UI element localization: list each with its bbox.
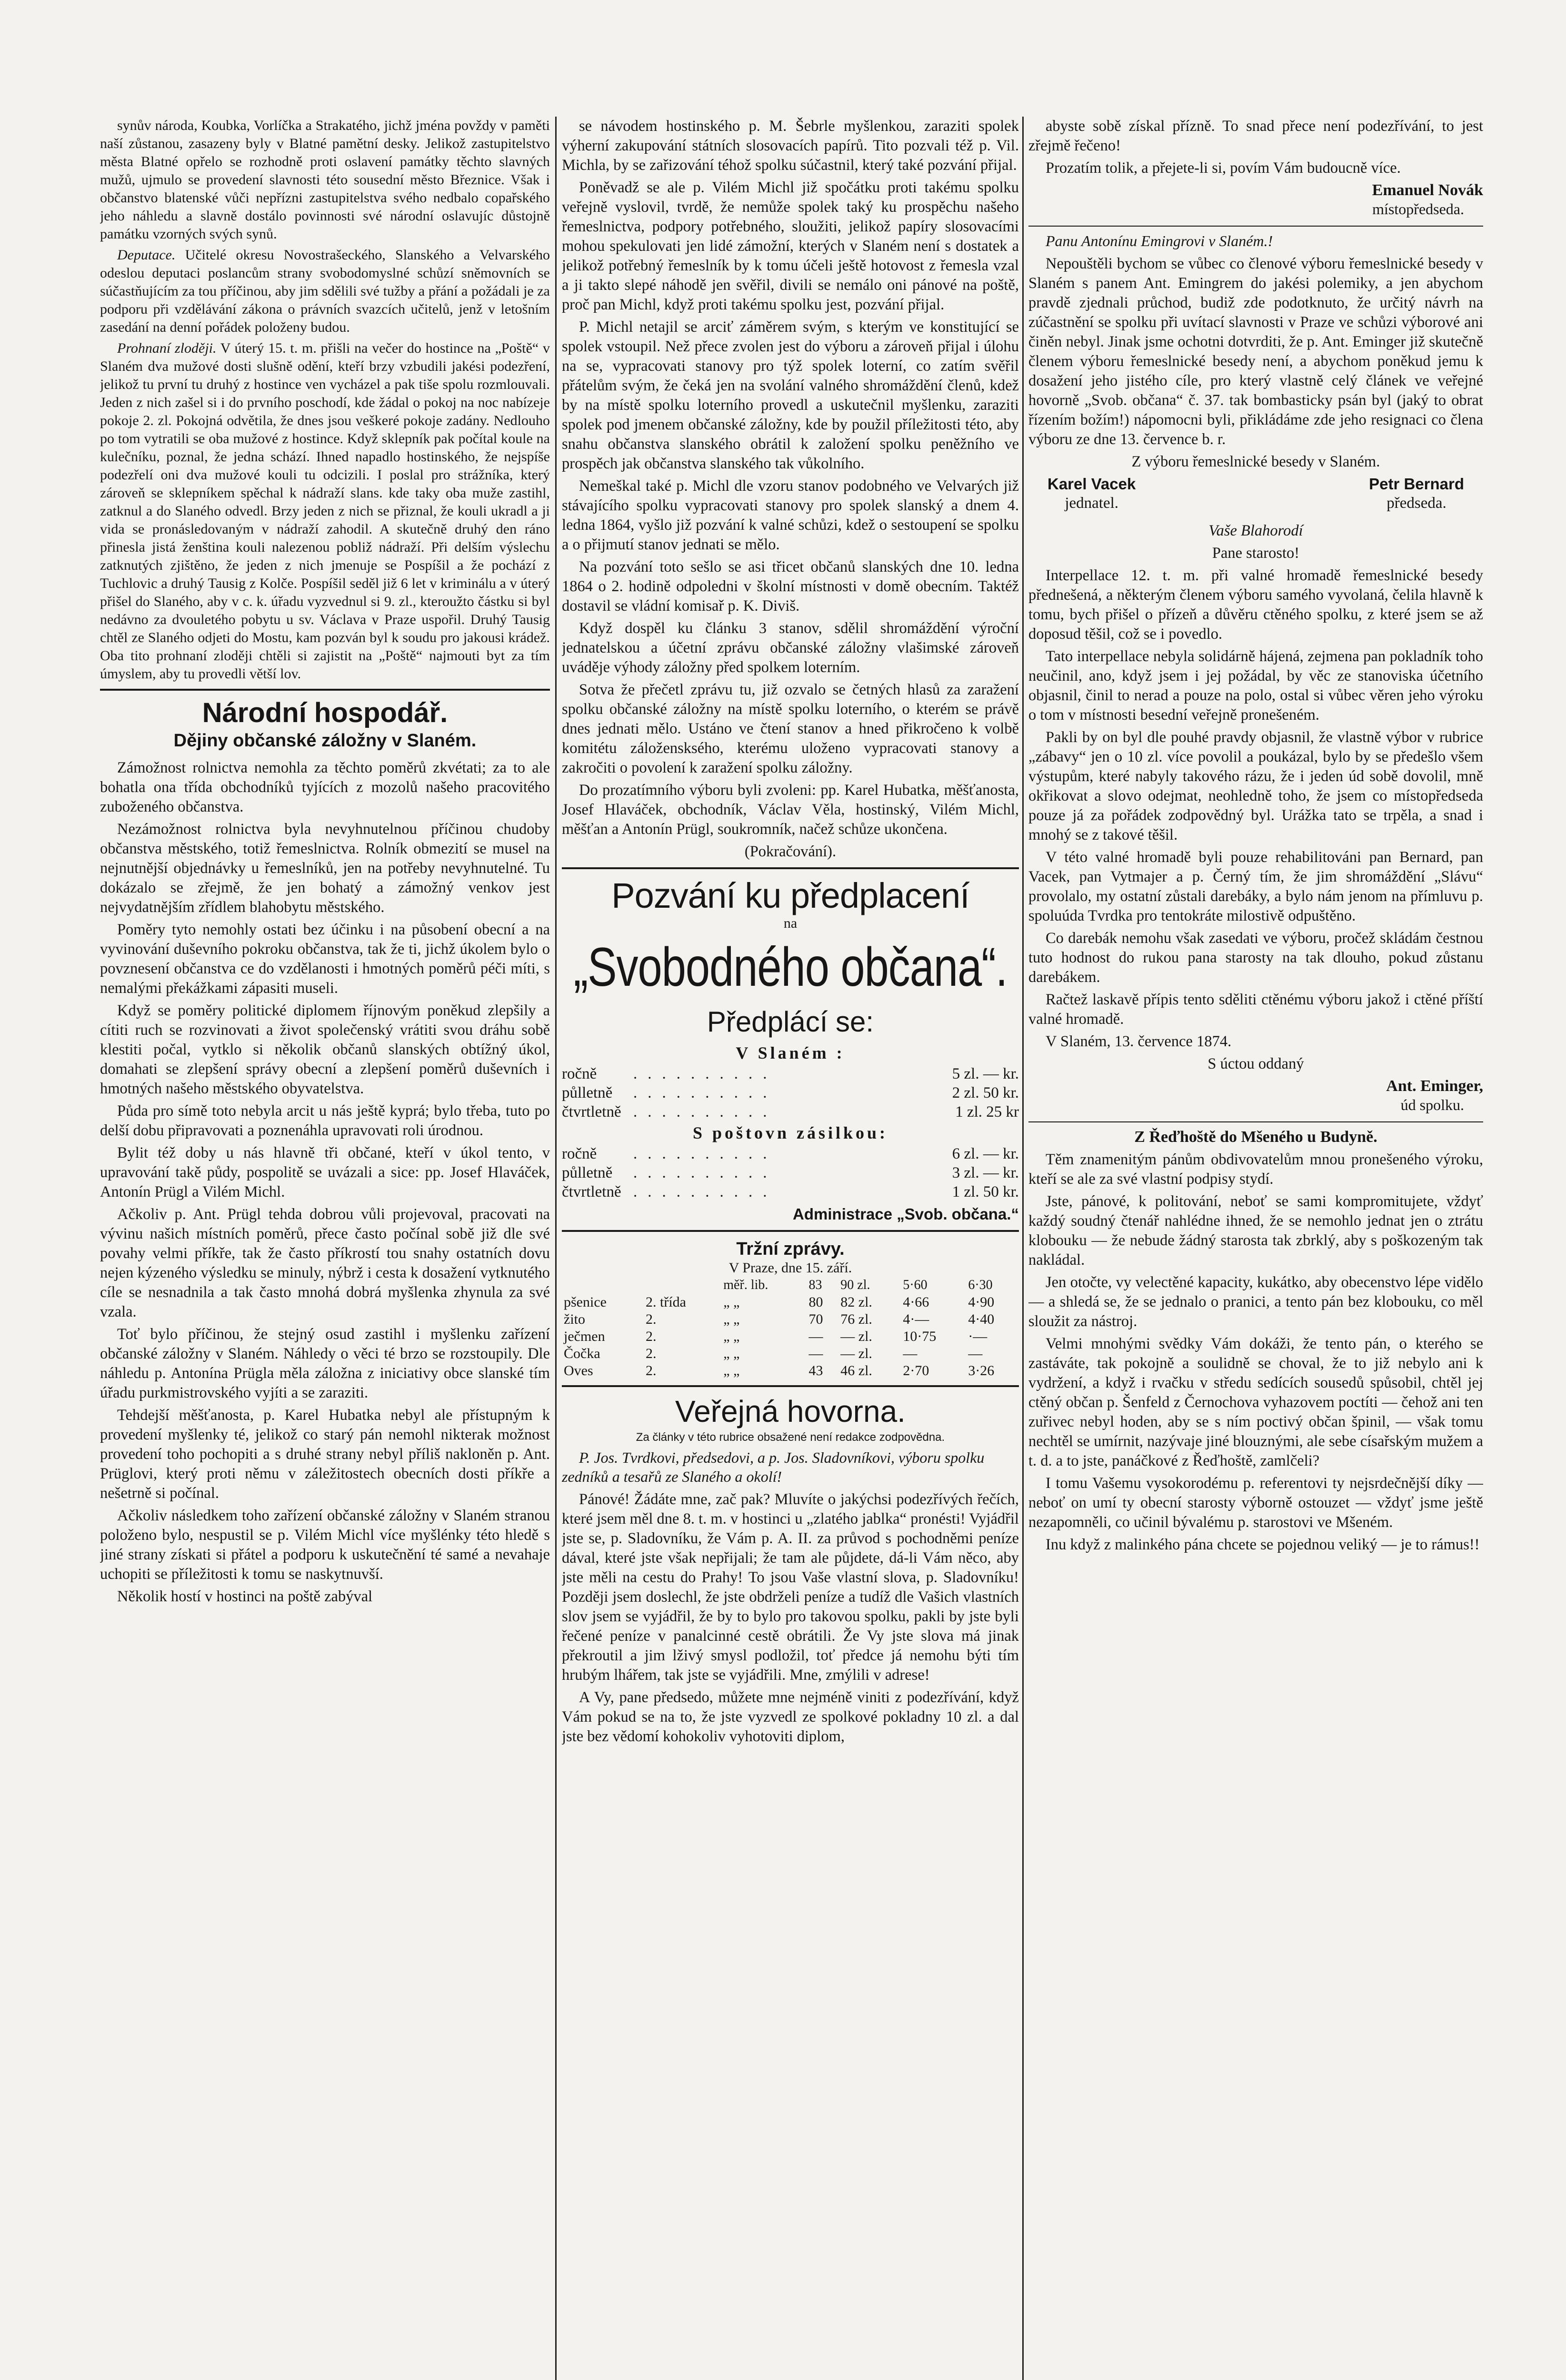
- article-paragraph: abyste sobě získal přízně. To snad přece není podezřívání, to jest zřejmě řečeno!: [1028, 118, 1483, 154]
- article-paragraph: Nepouštěli bychom se vůbec co členové výboru řemeslnické besedy v Slaném s panem Ant. Emingrem do jakési polemiky, a jen abychom pravdě zjednali průchod, budiž zde podotknuto, že určitý návrh na zúčastnění se spolku při uvítací slavnosti v Praze ve schůzi výborové ani činěn nebyl. Jinak jsme ochotni dotvrditi, že p. Ant. Eminger již skutečně členem výboru řemeslnické besedy není, a abychom poněkud jemu k dosažení jeho jistého cíle, pro který vlastně celý článek ve veřejné hovorně „Svob. občana“ č. 37. tak bombasticky psán byl (jaký to obrat řízením božím!) nápomocni byli, přikládáme zde jeho resignaci co člena výboru ze dne 13. července b. r.: [1028, 255, 1483, 448]
- market-cell: —: [968, 1346, 983, 1361]
- divider: [1028, 1121, 1483, 1122]
- article-body: V úterý 15. t. m. přišli na večer do hostince na „Poště“ v Slaném dva mužové dosti slušně odění, kteří brzy vzbudili jakési podezření, jelikož tu první tu druhý z hostince ven vycházel a pak tiše spolu rozmlouvali. Jeden z nich zašel si i do prvního poschodí, kde žádal o pokoj na noc nabízeje pokoje 2. zl. Pokojná odvětila, že dnes jsou veškeré pokoje zadány. Nedlouho po tom vytratili se oba mužové z hostince. Když sklepník pak počítal koule na kulečníku, poznal, že jedna schází. Ihned napadlo hostinského, že nejspíše podezřelí oni dva mužové kouli tu odcizili. I poslal pro strážníka, který zároveň se sklepníkem spěchal k nádraží slans. kde taky oba muže zastihl, zatknul a do Slaného odvedl. Brzy jeden z nich se přiznal, že kouli ukradl a ji vida se pronásledovaným v nádraží zahodil. A skutečně druhý den ráno přinesla jistá ženština kouli nalezenou pobliž nádraží. Při delším výslechu zatknutých zjištěno, že jeden z nich jmenuje se Pospíšil a že pochází z Tuchlovic a druhý Tausig z Kolče. Pospíšil seděl již 6 let v kriminálu a v úterý přišel do Slaného, aby v c. k. úřadu vyzvednul si 9. zl., kteroužto částku si byl nedávno za dvouletého pobytu u sv. Václava v Praze uspořil. Druhý Tausig chtěl ze Slaného odjeti do Mostu, kam pozván byl k soudu pro jakousi krádež. Oba tito prohnaní zloději chtěli si zajistit na „Poště“ najmouti byt za tím úmyslem, aby tu provedli větší lov.: [100, 340, 550, 682]
- article-paragraph: Jste, pánové, k politování, neboť se sami kompromitujete, vždyť každý soudný čtenář nahlédne ihned, že se nemohlo jednat jen o ztrátu klobouku — že nebude žádný starosta tak zbrklý, aby s poškozeným tak nakládal.: [1028, 1193, 1483, 1269]
- article-paragraph: Když se poměry politické diplomem říjnovým poněkud zlepšily a cítiti ruch se rozvinovati a život společenský vrátiti svou dráhu sobě klestiti počal, vytklo si několik občanů slanských obtížný úkol, domahati se zlepšení správy obecní a zlepšení poměrů duševních i hmotných našeho městského obyvatelstva.: [100, 1002, 550, 1097]
- market-cell: pšenice: [564, 1294, 607, 1310]
- article-paragraph: Tato interpellace nebyla solidárně hájená, zejmena pan pokladník toho neučinil, ano, když jsem i jej požádal, by věc ze stanoviska účetního objasnil, činil to nerad a pouze na polo, ostal si vůbec věren jeho výroku o tom v místnosti besední veřejně pronešeném.: [1028, 648, 1483, 724]
- market-title: Tržní zprávy.: [736, 1239, 845, 1259]
- market-cell: [562, 1277, 644, 1294]
- market-cell: „ „: [723, 1363, 740, 1378]
- article-paragraph: Nezámožnost rolnictva byla nevyhnutelnou příčinou chudoby občanstva městského, totiž řemeslnictva. Rolník obmezití se musel na nejnutnější objednávky u řemeslníků, jen na potřeby nevyhnutelné. Tu dokázalo se zřejmě, že jen bohatý a zámožný venkov jest nejvydatnějším zřídlem blahobytu městského.: [100, 821, 550, 916]
- divider: [1028, 226, 1483, 227]
- article-paragraph: Poměry tyto nemohly ostati bez účinku i na působení obecní a na vyvinování duševního pokroku občanstva, tak že ti, jichž úkolem bylo o povznesení občanstva ce do vzdělanosti i hmotných poměrů péči míti, s nemalými překážkami zápasiti museli.: [100, 921, 550, 997]
- ad-where-post: S poštovn zásilkou:: [692, 1123, 888, 1142]
- price-dots: ..........: [633, 1145, 778, 1162]
- market-cell: Oves: [564, 1363, 593, 1378]
- section-divider: [100, 689, 550, 691]
- letter-addressee: Panu Antonínu Emingrovi v Slaném.!: [1046, 232, 1273, 249]
- article-paragraph: Ačkoliv následkem toho zařízení občanské záložny v Slaném stranou položeno bylo, nespustil se p. Vilém Michl více myšlénky této hledě s jiné strany získati si přátel a podporu k uskutečnění té samé a nevahaje uchopiti se příležitosti k tomu se naskytnuvší.: [100, 1507, 550, 1583]
- market-cell: 90 zl.: [840, 1278, 870, 1292]
- market-cell: —: [808, 1329, 823, 1344]
- market-cell: „ „: [723, 1311, 740, 1327]
- price-value: 3 zl. — kr.: [952, 1164, 1019, 1181]
- price-value: 6 zl. — kr.: [952, 1145, 1019, 1162]
- market-subtitle: V Praze, dne 15. září.: [728, 1260, 852, 1276]
- article-paragraph: Interpellace 12. t. m. při valné hromadě řemeslnické besedy přednešená, a některým členem výboru samého vyvolaná, čelila hlavně k tomu, bych přišel o přízeň a důvěru ctěného spolku, z které jsem se až doposud těšil, což se i povedlo.: [1028, 567, 1483, 643]
- market-cell: —: [808, 1346, 823, 1361]
- price-row: [562, 1163, 1019, 1182]
- ad-paper-name: „Svobodného občana“.: [573, 937, 1007, 998]
- forum-title: Veřejná hovorna.: [675, 1394, 906, 1428]
- column-3: [1028, 117, 1483, 2380]
- article-lead: Deputace.: [117, 247, 176, 263]
- price-label: půlletně: [562, 1084, 613, 1101]
- signature-name: Ant. Eminger,: [1386, 1077, 1483, 1095]
- article-body: Učitelé okresu Novostrašeckého, Slanského a Velvarského odeslou deputaci poslancům strany svobodomyslné schůzí sněmovních se súčastňujícím za tou příčinou, aby jim sdělili své tužby a přání a požádali je za podporu při vzdělávání zákona o právních svazcích učitelů, jenž v letošním zasedání na denní pořádek položeny budou.: [100, 247, 550, 335]
- market-cell: 43: [808, 1363, 823, 1378]
- column-1: [100, 117, 550, 2380]
- article-paragraph: Na pozvání toto sešlo se asi třicet občanů slanských dne 10. ledna 1864 o 2. hodině odpoledni v školní místnosti v domě obecním. Taktéž dostavil se vládní komisař p. K. Diviš.: [562, 558, 1019, 615]
- ad-title: Pozvání ku předplacení: [611, 876, 969, 915]
- article-paragraph: Jen otočte, vy velectěné kapacity, kukátko, aby obecenstvo lépe vidělo — a shledá se, že se jednalo o pranici, a tento pán bez klobouku, co měl sloužit za nástroj.: [1028, 1274, 1483, 1330]
- ad-where-local: V Slaném :: [736, 1043, 845, 1062]
- market-cell: „ „: [723, 1346, 740, 1361]
- article-paragraph: Bylit též doby u nás hlavně tři občané, kteří v úkol tento, v upravování takě půdy, pospolitě se uvázali a sice: pp. Josef Hlaváček, Antonín Prügl a Vilém Michl.: [100, 1144, 550, 1200]
- market-row: [562, 1345, 1019, 1362]
- price-row: [562, 1144, 1019, 1163]
- market-cell: [644, 1277, 721, 1294]
- letter-date: V Slaném, 13. července 1874.: [1046, 1033, 1232, 1050]
- market-cell: — zl.: [840, 1329, 872, 1344]
- letter-addressee: Vaše Blahorodí: [1208, 522, 1303, 539]
- article-paragraph: P. Michl netajil se arciť záměrem svým, s kterým ve konstitující se spolek vstoupil. Než přece zvolen jest do výboru a zároveň přijal i úlohu na se, vypracovati stanovy pro týž spolek loterní, co zatím svěřil přátelům svým, že čeká jen na svolání valného shromáždění členů, kdež by na místě spolku loterního provedl a uskutečnil myšlenku, zaraziti spolek pod jmenem občanské záložny, kde by použil příležitosti této, aby snahu občanstva slanského obrátil k založení spolku peněžního ve prospěch jak občanstva slanského tak vůkolního.: [562, 318, 1019, 472]
- signature-name: Emanuel Novák: [1372, 181, 1483, 199]
- market-header-row: [562, 1277, 1019, 1294]
- price-label: čtvrtletně: [562, 1103, 621, 1121]
- market-cell: 2.: [646, 1311, 657, 1327]
- subscription-ad: [562, 876, 1019, 1224]
- price-label: ročně: [562, 1065, 597, 1082]
- price-value: 2 zl. 50 kr.: [952, 1084, 1019, 1101]
- price-row: [562, 1102, 1019, 1121]
- market-row: [562, 1294, 1019, 1311]
- price-label: čtvrtletně: [562, 1183, 621, 1200]
- article-text: synův národa, Koubka, Vorlíčka a Strakatého, jichž jména povždy v paměti naší zůstanou, zasazeny byly v Blatné pamětní desky. Jelikož zastupitelstvo města Blatné opřelo se rozhodně proti oslavení památky těchto slavných mužů, ujmulo se provedení slavnosti této sousední město Březnice. Však i občanstvo blatenské vůči nepřízni zastupitelstva svého nedbalo copařského jeho náhledu a slavně dostálo povinnosti své národní oslavujíc důstojně památku vzorných svých synů.: [100, 118, 550, 242]
- market-cell: — zl.: [840, 1346, 872, 1361]
- price-label: ročně: [562, 1145, 597, 1162]
- article-paragraph: Račtež laskavě přípis tento sděliti ctěnému výboru jakož i ctěné příští valné hromadě.: [1028, 991, 1483, 1028]
- article-paragraph: Půda pro símě toto nebyla arcit u nás ještě kyprá; bylo třeba, tuto po delší dobu připravovati a poznenáhla upravovati roli úrodnou.: [100, 1102, 550, 1139]
- price-row: [562, 1064, 1019, 1083]
- market-cell: 46 zl.: [840, 1363, 872, 1378]
- forum-disclaimer: Za články v této rubrice obsažené není redakce zodpovědna.: [636, 1431, 945, 1444]
- article-paragraph: Co darebák nemohu však zasedati ve výboru, pročež skládám čestnou tuto hodnost do rukou pana starosty na tak dlouho, pokud zůstanu darebákem.: [1028, 930, 1483, 986]
- ad-subscribe-heading: Předplácí se:: [707, 1006, 874, 1038]
- article-paragraph: Inu když z malinkého pána chcete se pojednou veliký — je to rámus!!: [1046, 1536, 1480, 1553]
- article-heading: Z Řeďhoště do Mšeného u Budyně.: [1134, 1128, 1377, 1146]
- market-cell: 5·60: [903, 1278, 928, 1292]
- market-cell: 2. třída: [646, 1294, 686, 1310]
- column-rule-right: [1022, 117, 1024, 2380]
- price-dots: ..........: [633, 1183, 778, 1200]
- article-paragraph: Z výboru řemeslnické besedy v Slaném.: [1131, 453, 1380, 470]
- market-cell: 4·40: [968, 1311, 995, 1327]
- article-paragraph: A Vy, pane předsedo, můžete mne nejméně viniti z podezřívání, když Vám pokud se na to, že jste vyzvedl ze spolkové pokladny 10 zl. a dal jste bez vědomí kohokoliv vyhotoviti diplom,: [562, 1689, 1019, 1745]
- article-paragraph: Těm znamenitým pánům obdivovatelům mnou pronešeného výroku, kteří se ale za své vlastní podpisy stydí.: [1028, 1151, 1483, 1188]
- market-cell: 4·—: [903, 1311, 929, 1327]
- forum-addressee: P. Jos. Tvrdkovi, předsedovi, a p. Jos. Sladovníkovi, výboru spolku zedníků a tesařů ze Slaného a okolí!: [562, 1449, 985, 1485]
- signature-right: [1369, 475, 1464, 513]
- market-row: [562, 1362, 1019, 1379]
- market-cell: Čočka: [564, 1346, 600, 1361]
- continuation-note: (Pokračování).: [744, 843, 837, 860]
- section-divider: [562, 867, 1019, 869]
- market-cell: „ „: [723, 1329, 740, 1344]
- article-paragraph: I tomu Vašemu vysokorodému p. referentovi ty nejsrdečnější díky — neboť on umí ty obecní starosty výborně ostouzet — vždyť jsme ještě nezapomněli, co učinil bývalému p. starostovi ve Mšeném.: [1028, 1475, 1483, 1531]
- market-cell: 4·66: [903, 1294, 929, 1310]
- article-paragraph: Několik hostí v hostinci na poště zabýval: [117, 1588, 373, 1605]
- market-cell: 6·30: [968, 1278, 993, 1292]
- market-cell: 70: [808, 1311, 823, 1327]
- signature-role: jednatel.: [1065, 495, 1119, 512]
- article-paragraph: se návodem hostinského p. M. Šebrle myšlenkou, zaraziti spolek výherní zakupování státních slosovacích papírů. Tito pozvali též p. Vil. Michla, by se zařizování téhož spolku súčastnil, který také pozvání přijal.: [562, 118, 1019, 174]
- column-rule-left: [555, 117, 557, 2380]
- article-paragraph: Tehdejší měšťanosta, p. Karel Hubatka nebyl ale přístupným k provedení myšlenky té, jelikož co starý pán nemohl nikterak možnost provedení toho pochopiti a s druhé strany nebyl příliš nakloněn p. Ant. Prüglovi, který proti němu v záležitostech obecních dosti příkře a nešetrně si počínal.: [100, 1407, 550, 1502]
- market-row: [562, 1311, 1019, 1328]
- price-dots: ..........: [633, 1164, 778, 1181]
- section-title: Národní hospodář.: [202, 697, 448, 728]
- signature-role: místopředseda.: [1372, 200, 1464, 218]
- article-paragraph: Do prozatímního výboru byli zvoleni: pp. Karel Hubatka, měšťanosta, Josef Hlaváček, obchodník, Václav Věla, hostinský, Vilém Michl, měšťan a Antonín Prügl, soukromník, načež schůze ukončena.: [562, 782, 1019, 838]
- market-cell: 10·75: [903, 1329, 937, 1344]
- article-paragraph: Pakli by on byl dle pouhé pravdy objasnil, že vlastně výbor v rubrice „zábavy“ jen o 10 zl. více povolil a poukázal, bylo by se předešlo všem výstupům, které nabyly takového rázu, že i jeden úd sobě dovolil, mně okřikovat a slovo odejmat, neohledně toho, že jsem co místopředseda pouze já za pořádek zodpovědný byl. Urážka tato se trpěla, a snad i mnohý se z takové těšil.: [1028, 729, 1483, 843]
- market-table: [562, 1277, 1019, 1379]
- price-dots: ..........: [633, 1084, 778, 1101]
- signature-role: předseda.: [1386, 495, 1446, 512]
- price-dots: ..........: [633, 1103, 778, 1121]
- article-deputace: [100, 246, 550, 337]
- price-value: 5 zl. — kr.: [952, 1065, 1019, 1082]
- signatures: [1028, 475, 1483, 513]
- article-paragraph: Když dospěl ku článku 3 stanov, sdělil shromáždění výroční jednatelskou a účetní zprávu občanské záložny vlašimské zároveň uváděje výhody záložny před spolkem loterním.: [562, 620, 1019, 676]
- price-value: 1 zl. 25 kr: [955, 1103, 1019, 1121]
- price-row: [562, 1083, 1019, 1102]
- market-cell: ·—: [968, 1329, 987, 1344]
- market-cell: 2.: [646, 1363, 657, 1378]
- market-cell: „ „: [723, 1294, 740, 1310]
- signature-left: [1047, 475, 1136, 513]
- price-dots: ..........: [633, 1065, 778, 1082]
- article-paragraph: Poněvadž se ale p. Vilém Michl již spočátku proti takému spolku veřejně vyslovil, tvrdě, že nemůže spolek taký ku prospěchu našeho řemeslnictva, podpory potřebného, sloužiti, jelikož papíry slosovacími mohou spekulovati jen lidé zámožní, kterých v Slaném není s dostatek a jelikož potřebný řemeslník by k tomu účeli ještě hotovost z řemesla vzal a ji takto slepé náhodě jen svěřil, divili se nemálo oni pánové na poště, proč pan Michl, když proti takému spolku jest, pozvání přijal.: [562, 179, 1019, 313]
- signature-name: Petr Bernard: [1369, 475, 1464, 493]
- article-paragraph: Velmi mnohými svědky Vám dokáži, že tento pán, o kterého se zastáváte, tak pokojně a soulidně se choval, že to již nebylo ani k vydržení, a když i rvačku v středu sedících sousedů spůsobil, chtěl jej ctěný občan p. Šenfeld z Černochova vyhazovem poctíti — čehož ani ten zuřivec nebyl hoden, aby se s ním poctivý občan špinil, — však tomu nechtěl se umírnit, nazývaje jiné blouznými, ale sebe císařským mužem a t. d. a to jste, panáčkové z Řeďhoště, zamlčeli?: [1028, 1335, 1483, 1469]
- market-cell: ječmen: [564, 1329, 605, 1344]
- market-report: [562, 1239, 1019, 1379]
- market-cell: 4·90: [968, 1294, 995, 1310]
- section-divider: [562, 1385, 1019, 1387]
- article-paragraph: Toť bylo příčinou, že stejný osud zastihl i myšlenku zařízení občanské záložny v Slaném. Náhledy o věci té brzo se rozstoupily. Dle náhledu p. Antonína Prügla měla záložna z iniciativy obce slanské tím úřadu purkmistrovského vyjíti a se zaraziti.: [100, 1326, 550, 1401]
- public-forum: [562, 1394, 1019, 1746]
- market-cell: 83: [808, 1278, 822, 1292]
- market-cell: 2.: [646, 1329, 657, 1344]
- price-row: [562, 1182, 1019, 1201]
- article-paragraph: Sotva že přečetl zprávu tu, již ozvalo se četných hlasů za zaražení spolku občanské záložny na místě spolku loterního, o kterém se právě dnes jednati mělo. Ustáno ve čtení stanov a hned přikročeno k volbě komitétu záložensksého, kterému uloženo vypracovati stanovy a zakročiti o povolení k zaražení spolku záložny.: [562, 681, 1019, 776]
- market-cell: 76 zl.: [840, 1311, 872, 1327]
- market-cell: 82 zl.: [840, 1294, 872, 1310]
- section-divider: [562, 1230, 1019, 1232]
- market-cell: měř. lib.: [723, 1278, 768, 1292]
- price-label: půlletně: [562, 1164, 613, 1181]
- price-value: 1 zl. 50 kr.: [952, 1183, 1019, 1200]
- article-paragraph: V této valné hromadě byli pouze rehabilitováni pan Bernard, pan Vacek, pan Vytmajer a p. Černý tím, že jim shromáždění „Slávu“ provolalo, my ostatní zůstali darebáky, a bylo nám jenom na přímluvu p. spoluúda Tvrdka pro tentokráte milostivě odpuštěno.: [1028, 849, 1483, 924]
- article-paragraph: Ačkoliv p. Ant. Prügl tehda dobrou vůli projevoval, pracovati na vývinu našich místních poměrů, přece často počínal sobě již dle své povahy velmi příkře, tak že často příkrostí tou snahy ostatních dovu nejen kýzeného výsledku se minuly, nýbrž i cesta k dosažení vytknutého cíle se nesnadnila a tak často mnohá dobrá myšlenka zhynula za své vzala.: [100, 1206, 550, 1320]
- market-cell: 3·26: [968, 1363, 995, 1378]
- letter-regards: S úctou oddaný: [1207, 1055, 1304, 1072]
- column-2: [562, 117, 1019, 2380]
- market-cell: —: [903, 1346, 918, 1361]
- market-cell: žito: [564, 1311, 585, 1327]
- ad-administration: Administrace „Svob. občana.“: [793, 1205, 1019, 1223]
- article-paragraph: Pánové! Žádáte mne, zač pak? Mluvíte o jakýchsi podezřívých řečích, které jsem měl dne 8. t. m. v hostinci u „zlatého jablka“ pronésti! Vyjádřil jste se, p. Sladovníku, že Vám p. A. II. za průvod s pochodněmi peníze dával, které jste však nepřijali; že tam ale půjdete, dá-li Vám něco, aby jste měli na cestu do Prahy! To jsou Vaše vlastní slova, p. Sladovníku! Později jsem doslechl, že jste obdrželi peníze a tudíž dle Vašich vlastních slov jsem se vyjádřil, že by to bylo pro takovou spolku, pakli by jste byli řečené peníze v panalcinné cestě obrátili. Že Vy jste slova má jinak překroutil a jim lživý smysl podložil, toť předce já nemohu býti tím hrubým lhářem, tak jste se vyjádřili. Mne, zmýlili v adrese!: [562, 1491, 1019, 1684]
- article-paragraph: Nemeškal také p. Michl dle vzoru stanov podobného ve Velvarých již stávajícího spolku vypracovati stanovy pro spolek slanský a dnem 4. ledna 1864, vyšlo již pozvání k valné schůzi, kdež o sestoupení se spolku a o přijmutí stanov jednati se mělo.: [562, 477, 1019, 553]
- article-paragraph: Zámožnost rolnictva nemohla za těchto poměrů zkvétati; za to ale bohatla ona třída obchodníků tyjících z mozolů našeho pracovitého zuboženého občanstva.: [100, 759, 550, 815]
- market-cell: 80: [808, 1294, 823, 1310]
- market-cell: 2·70: [903, 1363, 929, 1378]
- ad-na: na: [783, 915, 798, 931]
- signature-role: úd spolku.: [1400, 1096, 1464, 1113]
- article-paragraph: Prozatím tolik, a přejete-li si, povím Vám budoucně více.: [1046, 159, 1401, 177]
- article-lead: Prohnaní zloději.: [117, 340, 217, 356]
- market-cell: 2.: [646, 1346, 657, 1361]
- article-zlodeji: [100, 339, 550, 683]
- letter-salutation: Pane starosto!: [1212, 545, 1300, 562]
- signature-name: Karel Vacek: [1047, 475, 1136, 493]
- section-subtitle: Dějiny občanské záložny v Slaném.: [173, 731, 477, 751]
- market-row: [562, 1328, 1019, 1345]
